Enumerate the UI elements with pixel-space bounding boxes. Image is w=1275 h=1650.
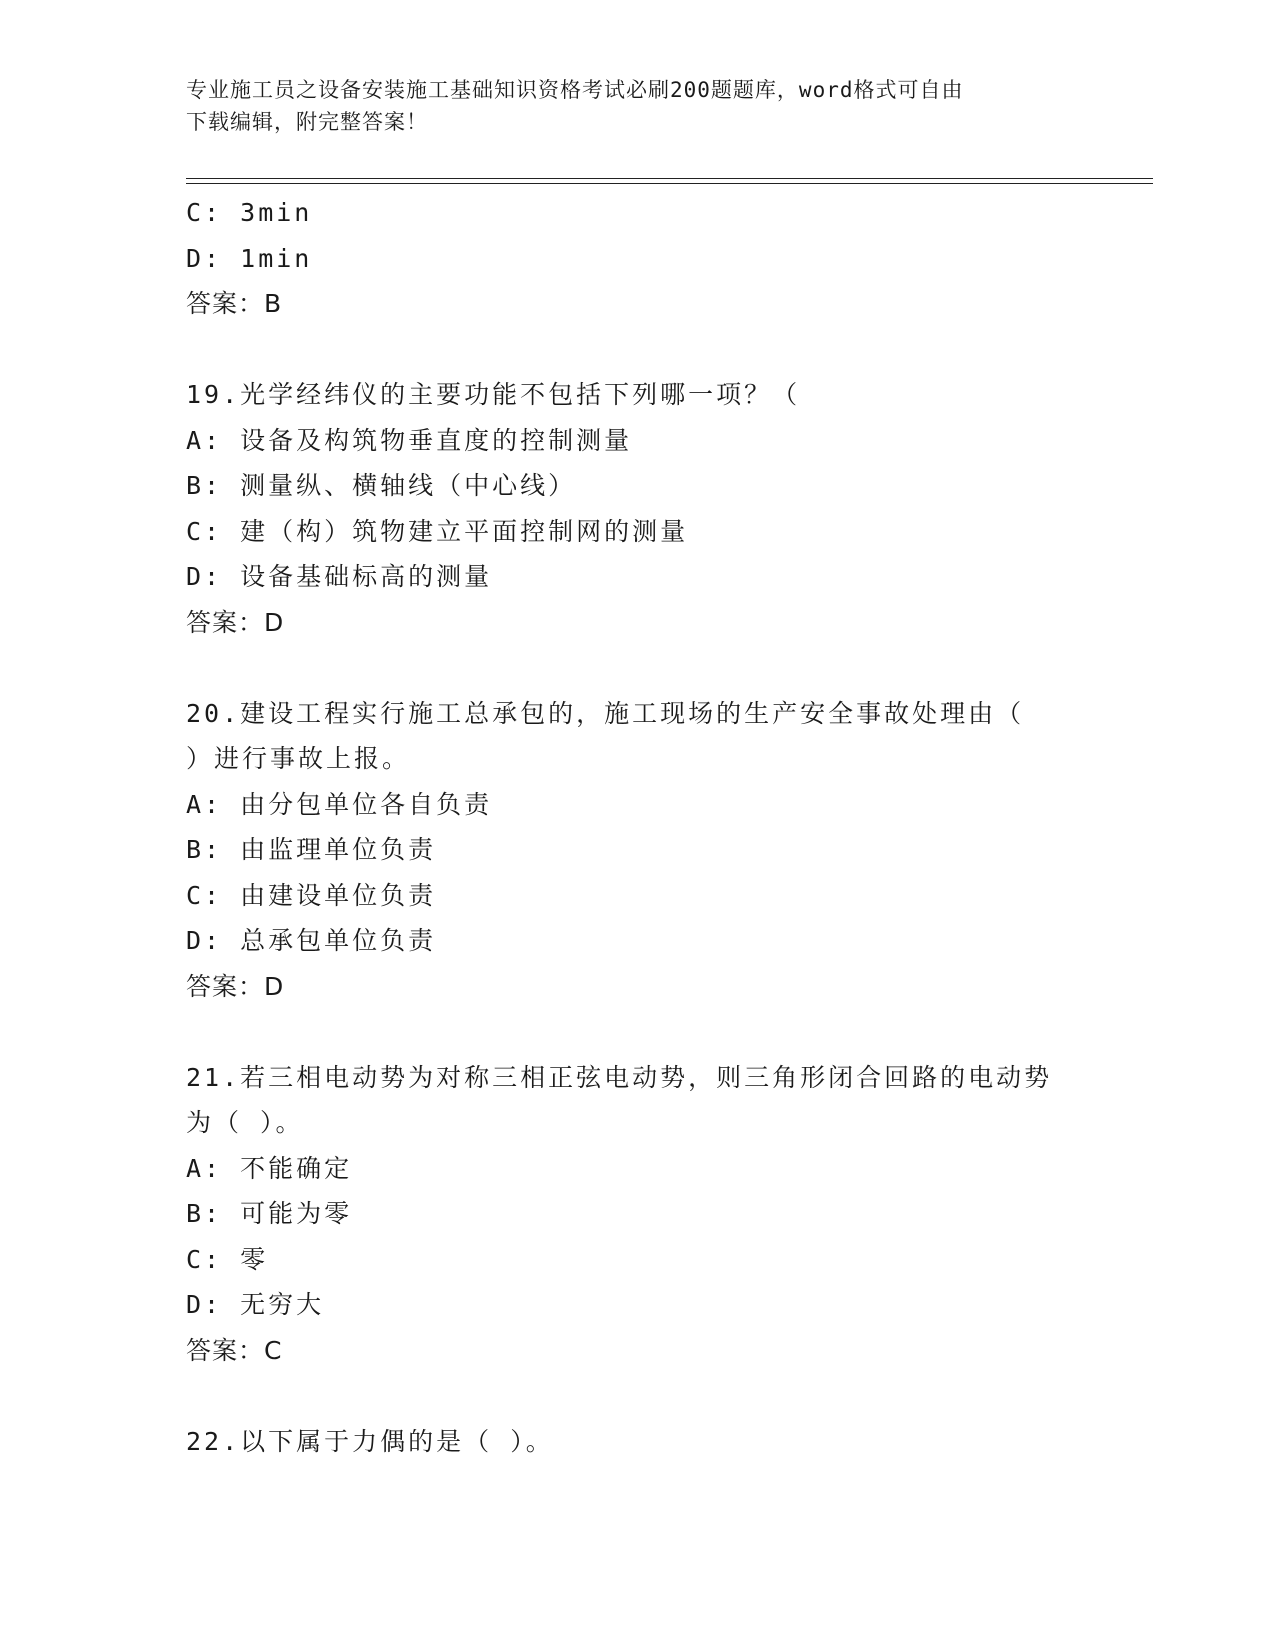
question-block [186, 1419, 1086, 1465]
question-stem: 21.若三相电动势为对称三相正弦电动势，则三角形闭合回路的电动势 [186, 1062, 1053, 1092]
option-d: D: 总承包单位负责 [186, 926, 437, 955]
option-c: C: 由建设单位负责 [186, 880, 437, 910]
option-d: D: 设备基础标高的测量 [186, 562, 493, 591]
header-line-1: 专业施工员之设备安装施工基础知识资格考试必刷200题题库，word格式可自由 [186, 78, 964, 102]
option-b: B: 可能为零 [186, 1199, 353, 1228]
question-stem-continued: 为（ ）。 [186, 1108, 304, 1137]
question-stem: 19.光学经纬仪的主要功能不包括下列哪一项？（ [186, 380, 801, 409]
option-a: A: 设备及构筑物垂直度的控制测量 [186, 425, 633, 455]
option-b: B: 测量纵、横轴线（中心线） [186, 471, 577, 500]
option-a: A: 不能确定 [186, 1153, 353, 1183]
option-c: C: 零 [186, 1244, 269, 1274]
option-a: A: 由分包单位各自负责 [186, 789, 493, 819]
option-d: D: 无穷大 [186, 1290, 325, 1319]
option-c: C: 3min [186, 198, 313, 227]
option-b: B: 由监理单位负责 [186, 835, 437, 864]
question-block [186, 372, 1086, 645]
option-d: D: 1min [186, 243, 313, 273]
question-block [186, 1055, 1086, 1374]
question-stem-continued: ）进行事故上报。 [186, 744, 411, 773]
header-divider-top [186, 178, 1153, 179]
answer-line: 答案：D [186, 607, 285, 637]
question-block [186, 190, 1086, 327]
header-divider-bottom [186, 183, 1153, 184]
answer-line: 答案：C [186, 1335, 283, 1365]
answer-line: 答案：D [186, 971, 285, 1001]
page-header [186, 74, 1086, 138]
question-stem: 22.以下属于力偶的是（ ）。 [186, 1426, 554, 1456]
option-c: C: 建（构）筑物建立平面控制网的测量 [186, 516, 689, 546]
question-stem: 20.建设工程实行施工总承包的，施工现场的生产安全事故处理由（ [186, 698, 1025, 728]
header-line-2: 下载编辑，附完整答案！ [186, 110, 428, 134]
answer-line: 答案：B [186, 289, 283, 318]
question-list [186, 190, 1086, 1464]
question-block [186, 691, 1086, 1010]
